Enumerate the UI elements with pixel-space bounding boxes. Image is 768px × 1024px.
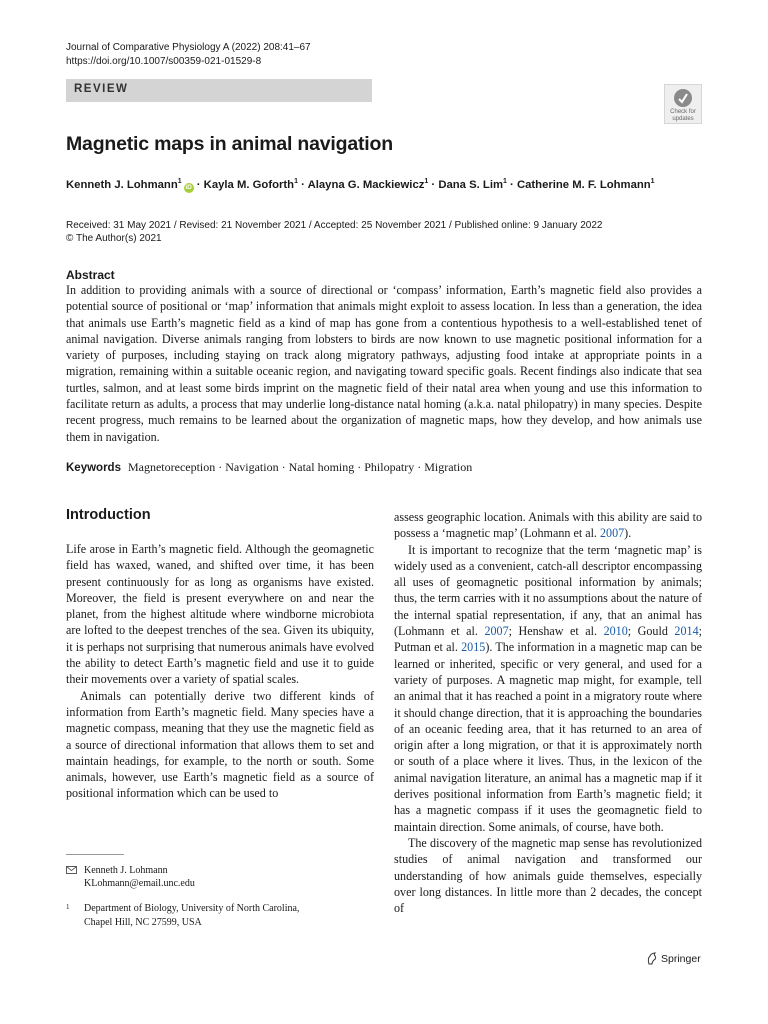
author-name[interactable]: Catherine M. F. Lohmann — [516, 179, 651, 191]
author-list: Kenneth J. Lohmann$^1$iD · Kayla M. Goforth$^1$ · Alayna G. Mackiewicz$^1$ · Dana S. Lim$^1$ · Catherine M. F. Lohmann$^1$ — [66, 178, 655, 191]
copyright-notice: © The Author(s) 2021 — [66, 233, 162, 244]
author-affiliation-mark: 1 — [503, 178, 507, 185]
keywords-line — [66, 460, 472, 475]
citation-link[interactable]: 2010 — [603, 624, 628, 639]
publication-dates: Received: 31 May 2021 / Revised: 21 November 2021 / Accepted: 25 November 2021 / Published online: 9 January 2022 — [66, 220, 603, 231]
author-name[interactable]: Alayna G. Mackiewicz — [307, 179, 425, 191]
citation-link[interactable]: 2007 — [599, 526, 625, 541]
keywords-list: Magnetoreception · Navigation · Natal homing · Philopatry · Migration — [127, 460, 473, 474]
author-name[interactable]: Kayla M. Goforth — [203, 179, 295, 191]
body-paragraph: The discovery of the magnetic map sense has revolutionized studies of animal navigation and transformed our understanding of how animals guide themselves, especially over long distances. In little more than 2 decades, the concept of — [394, 835, 702, 916]
corresponding-author-email[interactable]: KLohmann@email.unc.edu — [84, 878, 195, 889]
author-affiliation-mark: 1 — [294, 178, 298, 185]
abstract-heading: Abstract — [66, 268, 115, 282]
springer-horse-icon — [646, 952, 658, 965]
abstract-text: In addition to providing animals with a source of directional or ‘compass’ information, Earth’s magnetic field also provides a potential source of positional or ‘map’ information that animals might exploit to assess location. In less than a generation, the idea that animals use Earth’s magnetic field as a kind of map has gone from a contentious hypothesis to a well-established tenet of animal navigation. Diverse animals ranging from lobsters to birds are now known to use magnetic positional information for a variety of purposes, including staying on track along migratory pathways, adjusting food intake at appropriate points in a migration, remaining within a suitable oceanic region, and navigating toward specific goals. Recent findings also indicate that sea turtles, salmon, and at least some birds imprint on the magnetic field of their natal area when young and use this information to facilitate return as adults, a process that may underlie long-distance natal homing (a.k.a. natal philopatry) in many species. Despite recent progress, much remains to be learned about the organization of magnetic maps, how they develop, and how animals use them in navigation. — [66, 283, 702, 444]
mail-icon — [66, 866, 77, 874]
doi-link[interactable]: https://doi.org/10.1007/s00359-021-01529-8 — [66, 56, 262, 67]
body-paragraph: Animals can potentially derive two different kinds of information from Earth’s magnetic field. Many species have a magnetic compass, meaning that they use the magnetic field as a source of directional information that allows them to set and maintain headings, for example, to the north or south. Some animals, however, use Earth’s magnetic field as a source of positional information which can be used to — [66, 688, 374, 801]
author-affiliation-mark: 1 — [424, 178, 429, 185]
body-paragraph: Life arose in Earth’s magnetic field. Although the geomagnetic field has waxed, waned, and shifted over time, it has been present continuously for as long as organisms have existed. Moreover, the field is present everywhere on and near the planet, from the highest altitude where windborne microbiota are lofted to the deepest trenches of the sea. Given its ubiquity, it is perhaps not surprising that numerous animals have evolved the ability to detect Earth’s magnetic field and use it to guide their movements over a variety of spatial scales. — [66, 542, 374, 687]
introduction-heading: Introduction — [66, 507, 151, 523]
affiliation-number: 1 — [66, 903, 70, 911]
body-column-right — [394, 509, 702, 916]
publisher-logo — [646, 952, 701, 965]
affiliation-line: Chapel Hill, NC 27599, USA — [84, 916, 202, 928]
citation-link[interactable]: 2015 — [461, 640, 486, 655]
check-for-updates-text: Check for updates — [670, 109, 696, 122]
orcid-icon[interactable]: iD — [185, 184, 192, 191]
corresponding-author-name: Kenneth J. Lohmann — [84, 865, 168, 876]
footnote-divider — [66, 854, 124, 855]
citation-link[interactable]: 2007 — [484, 624, 509, 639]
affiliation-line: Department of Biology, University of North Carolina, — [84, 903, 300, 914]
author-name[interactable]: Kenneth J. Lohmann — [66, 179, 178, 191]
check-for-updates-badge[interactable] — [664, 84, 702, 124]
body-paragraph: It is important to recognize that the term ‘magnetic map’ is widely used as a convenient, catch-all descriptor encompassing all uses of geomagnetic positional information by animals; thus, the term carries with it no assumptions about the nature of the internal spatial representation, if any, that an animal has (Lohmann et al. 2007; Henshaw et al. 2010; Gould 2014; Putman et al. 2015). The information in a magnetic map can be learned or inherited, specific or very general, and used for a variety of purposes. A magnetic map might, for example, tell an animal that it has reached a point in a migratory route where it should change direction, that it is approaching the boundaries of an oceanic feeding area, that it has returned to an area of origin after a long migration, or that it is approximately north or south of a place where it lives. Thus, in the lexicon of the animal navigation literature, an animal has a magnetic map if it derives positional information from Earth’s magnetic field; it has a magnetic compass if it uses the geomagnetic field to maintain direction. Some animals, of course, have both. — [394, 542, 702, 834]
keywords-label: Keywords — [66, 462, 121, 474]
author-affiliation-mark: 1 — [177, 178, 182, 185]
body-paragraph: assess geographic location. Animals with this ability are said to possess a ‘magnetic map’ (Lohmann et al. 2007). — [394, 510, 702, 541]
article-type-bar — [66, 79, 372, 102]
author-name[interactable]: Dana S. Lim — [438, 179, 504, 191]
journal-citation: Journal of Comparative Physiology A (2022) 208:41–67 — [66, 42, 311, 53]
citation-link[interactable]: 2014 — [674, 624, 699, 639]
publisher-name: Springer — [661, 953, 701, 965]
article-type-label: REVIEW — [74, 83, 129, 95]
body-column-left — [66, 541, 374, 802]
author-affiliation-mark: 1 — [650, 178, 655, 185]
article-title: Magnetic maps in animal navigation — [66, 133, 393, 155]
check-for-updates-icon — [673, 88, 693, 108]
